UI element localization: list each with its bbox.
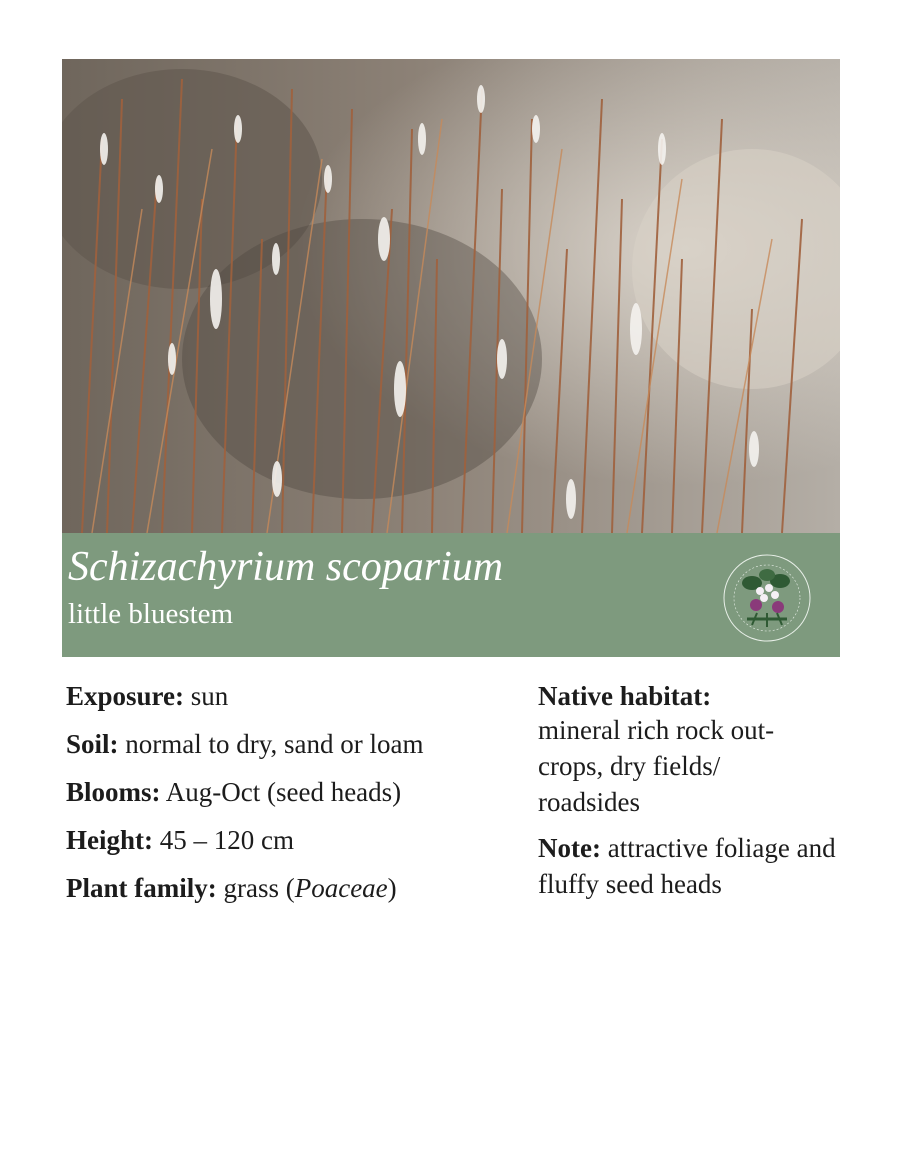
- common-name: little bluestem: [68, 598, 234, 630]
- plant-family-close: ): [387, 873, 397, 903]
- native-habitat-label: Native habitat:: [538, 681, 712, 711]
- blooms-row: [66, 776, 516, 808]
- soil-value: normal to dry, sand or loam: [118, 729, 424, 759]
- scientific-name: Schizachyrium scoparium: [68, 544, 504, 590]
- habitat-line: roadsides: [538, 787, 640, 817]
- exposure-label: Exposure:: [66, 681, 185, 711]
- blooms-value: Aug-Oct (seed heads): [160, 777, 402, 807]
- plant-family-row: [66, 872, 516, 904]
- habitat-line: mineral rich rock out-: [538, 715, 775, 745]
- botanical-garden-seal-icon: [712, 553, 822, 643]
- blooms-label: Blooms:: [66, 777, 161, 807]
- habitat-line: crops, dry fields/: [538, 751, 721, 781]
- title-banner: [62, 533, 840, 657]
- habitat-column: [538, 680, 838, 902]
- note-row: [538, 830, 838, 902]
- height-label: Height:: [66, 825, 153, 855]
- exposure-row: [66, 680, 516, 712]
- height-value: 45 – 120 cm: [153, 825, 294, 855]
- height-row: [66, 824, 516, 856]
- grass-photo-illustration: [62, 59, 840, 533]
- note-label: Note:: [538, 833, 601, 863]
- facts-column: [66, 680, 516, 920]
- plant-family-latin: Poaceae: [294, 873, 388, 903]
- plant-family-label: Plant family:: [66, 873, 217, 903]
- soil-label: Soil:: [66, 729, 119, 759]
- plant-family-value: grass (: [216, 873, 295, 903]
- note-value: attractive foliage and fluffy seed heads: [538, 833, 836, 899]
- exposure-value: sun: [184, 681, 229, 711]
- native-habitat-value: [538, 712, 838, 820]
- plant-photo: [62, 59, 840, 533]
- soil-row: [66, 728, 516, 760]
